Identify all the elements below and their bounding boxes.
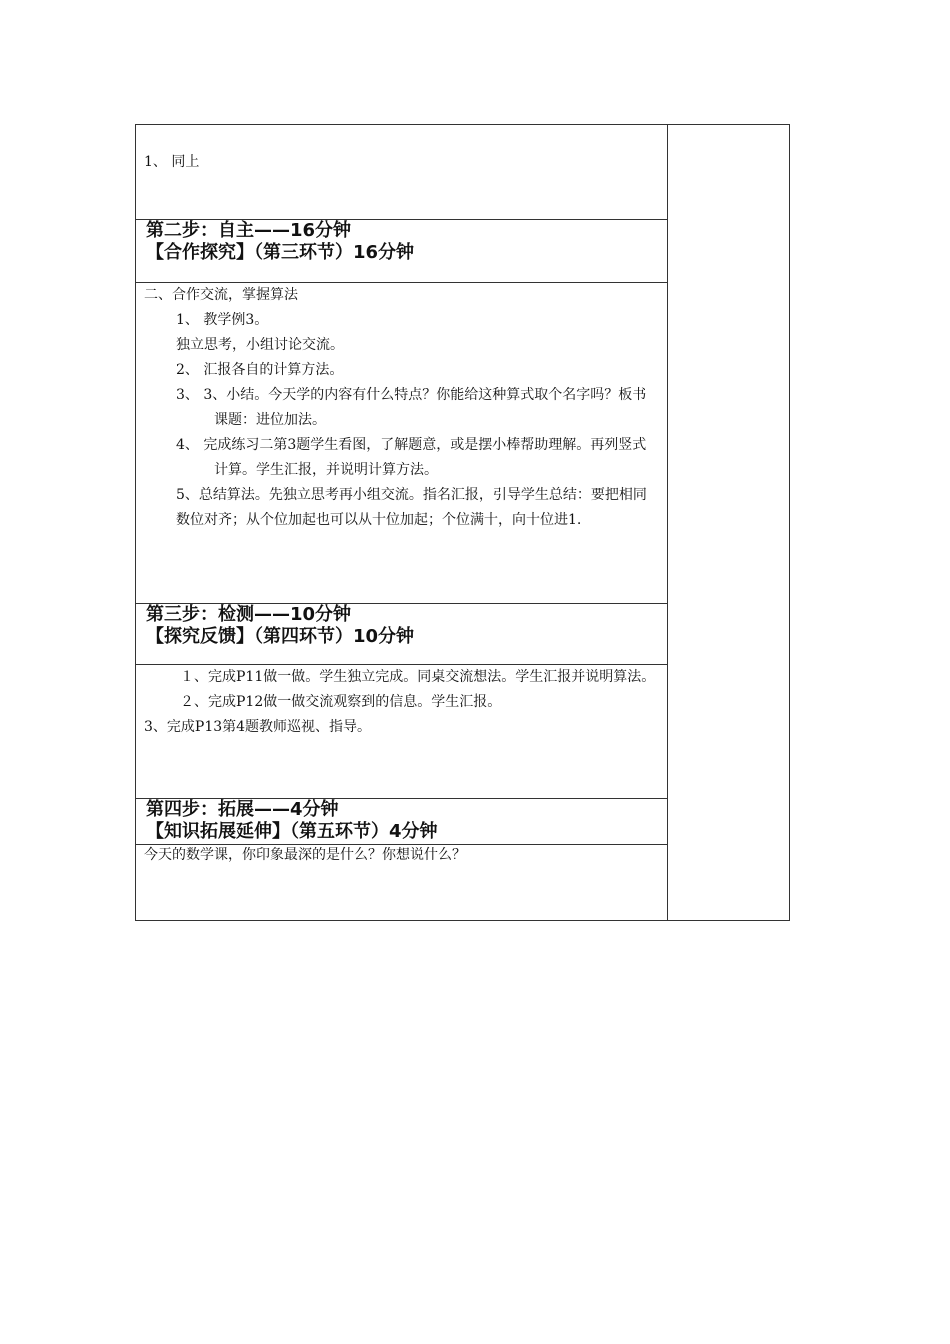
step2-content-cell	[136, 283, 667, 604]
step4-title: 第四步：拓展——4分钟	[146, 799, 339, 820]
step4-heading-cell	[136, 799, 667, 845]
step2-line-4: 3、 3、小结。今天学的内容有什么特点？你能给这种算式取个名字吗？板书课题：进位加法。	[176, 387, 647, 428]
intro-cell	[136, 125, 667, 220]
step2-line-2: 独立思考，小组讨论交流。	[176, 337, 344, 353]
step2-heading-cell	[136, 220, 667, 283]
step3-heading-cell	[136, 604, 667, 665]
notes-column-divider	[667, 125, 668, 920]
step2-line-5: 4、 完成练习二第3题学生看图，了解题意，或是摆小棒帮助理解。再列竖式计算。学生汇报，并说明计算方法。	[176, 437, 647, 478]
step3-content-cell	[136, 665, 667, 799]
step2-line-3: 2、 汇报各自的计算方法。	[176, 362, 344, 378]
step4-line-0: 今天的数学课，你印象最深的是什么？你想说什么？	[144, 847, 466, 863]
lesson-plan-table	[135, 124, 790, 921]
step4-subtitle: 【知识拓展延伸】（第五环节）4分钟	[146, 821, 438, 842]
step3-line-0: １、完成P11做一做。学生独立完成。同桌交流想法。学生汇报并说明算法。	[180, 669, 656, 685]
intro-item-1: 1、 同上	[144, 154, 200, 170]
step3-title: 第三步：检测——10分钟	[146, 604, 352, 625]
step2-subtitle: 【合作探究】（第三环节）16分钟	[146, 242, 415, 263]
step2-line-6: 5、总结算法。先独立思考再小组交流。指名汇报，引导学生总结：要把相同数位对齐；从个位加起也可以从十位加起；个位满十，向十位进1.	[176, 487, 647, 528]
step2-line-1: 1、 教学例3。	[176, 312, 269, 328]
step2-line-0: 二、合作交流，掌握算法	[144, 287, 298, 303]
step3-line-2: 3、完成P13第4题教师巡视、指导。	[144, 719, 372, 735]
step4-content-cell	[136, 845, 667, 920]
step3-subtitle: 【探究反馈】（第四环节）10分钟	[146, 626, 415, 647]
step2-title: 第二步：自主——16分钟	[146, 220, 352, 241]
step3-line-1: ２、完成P12做一做交流观察到的信息。学生汇报。	[180, 694, 502, 710]
